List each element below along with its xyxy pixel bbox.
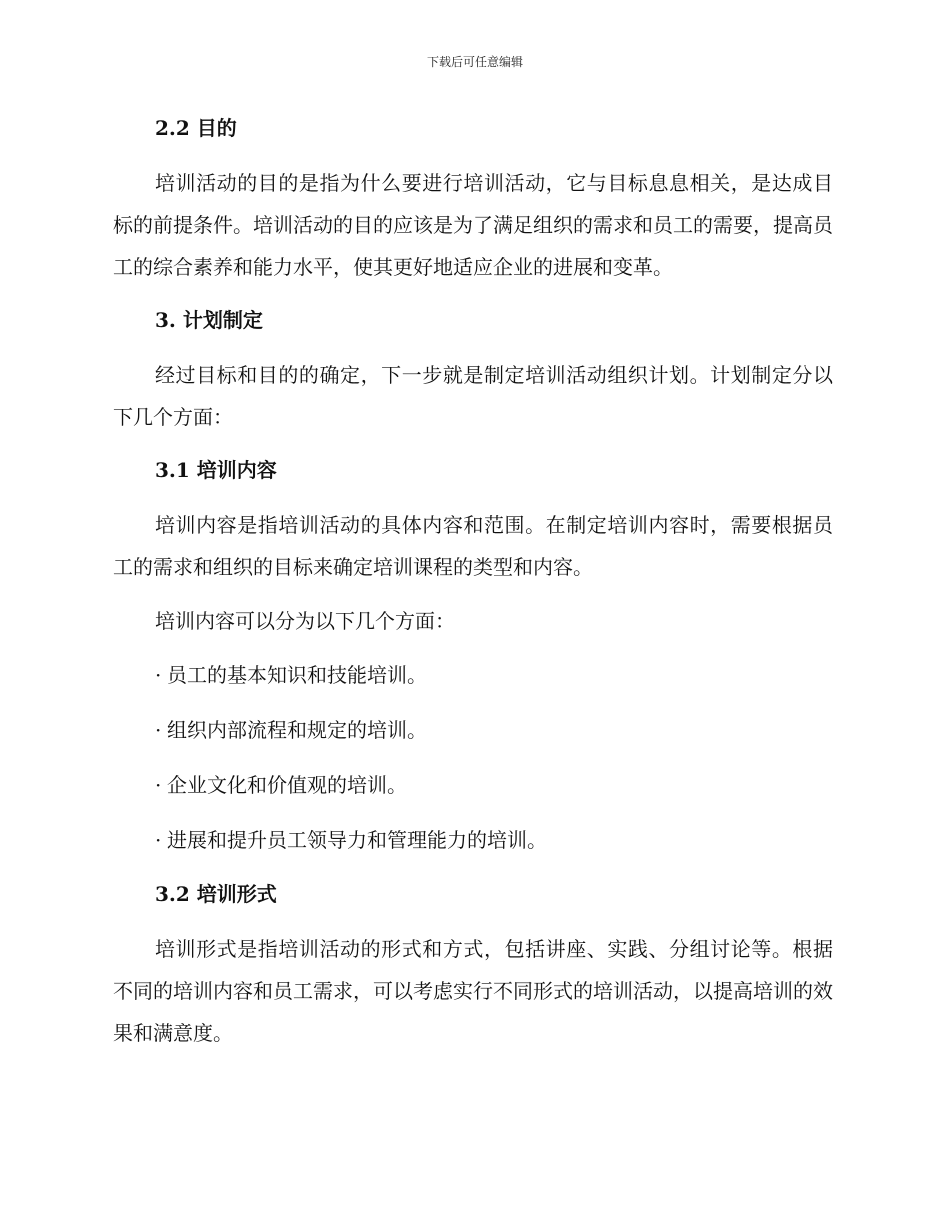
paragraph-plan-intro: 经过目标和目的的确定，下一步就是制定培训活动组织计划。计划制定分以下几个方面： [113,363,833,429]
bullet-icon: · [155,773,162,797]
list-item-text: 组织内部流程和规定的培训。 [167,718,427,742]
paragraph-training-form: 培训形式是指培训活动的形式和方式，包括讲座、实践、分组讨论等。根据不同的培训内容和员工需求，可以考虑实行不同形式的培训活动，以提高培训的效果和满意度。 [113,937,833,1045]
paragraph-content-definition: 培训内容是指培训活动的具体内容和范围。在制定培训内容时，需要根据员工的需求和组织的目标来确定培训课程的类型和内容。 [113,513,833,579]
list-item-text: 企业文化和价值观的培训。 [167,773,407,797]
heading-2-2: 2.2 目的 [155,116,237,140]
heading-3: 3. 计划制定 [155,308,263,332]
paragraph-purpose: 培训活动的目的是指为什么要进行培训活动，它与目标息息相关，是达成目标的前提条件。培训活动的目的应该是为了满足组织的需求和员工的需要，提高员工的综合素养和能力水平，使其更好地适应企业的进展和变革。 [113,171,833,279]
bullet-icon: · [155,663,162,687]
list-item [113,819,833,861]
heading-3-1: 3.1 培训内容 [155,458,277,482]
document-body [113,108,833,1066]
bullet-icon: · [155,828,162,852]
list-item-text: 员工的基本知识和技能培训。 [167,663,427,687]
list-item [113,654,833,696]
list-item [113,764,833,806]
paragraph-content-aspects: 培训内容可以分为以下几个方面： [155,609,455,633]
heading-3-2: 3.2 培训形式 [155,882,277,906]
list-item [113,709,833,751]
bullet-icon: · [155,718,162,742]
list-item-text: 进展和提升员工领导力和管理能力的培训。 [167,828,547,852]
header-note: 下载后可任意编辑 [426,55,523,69]
